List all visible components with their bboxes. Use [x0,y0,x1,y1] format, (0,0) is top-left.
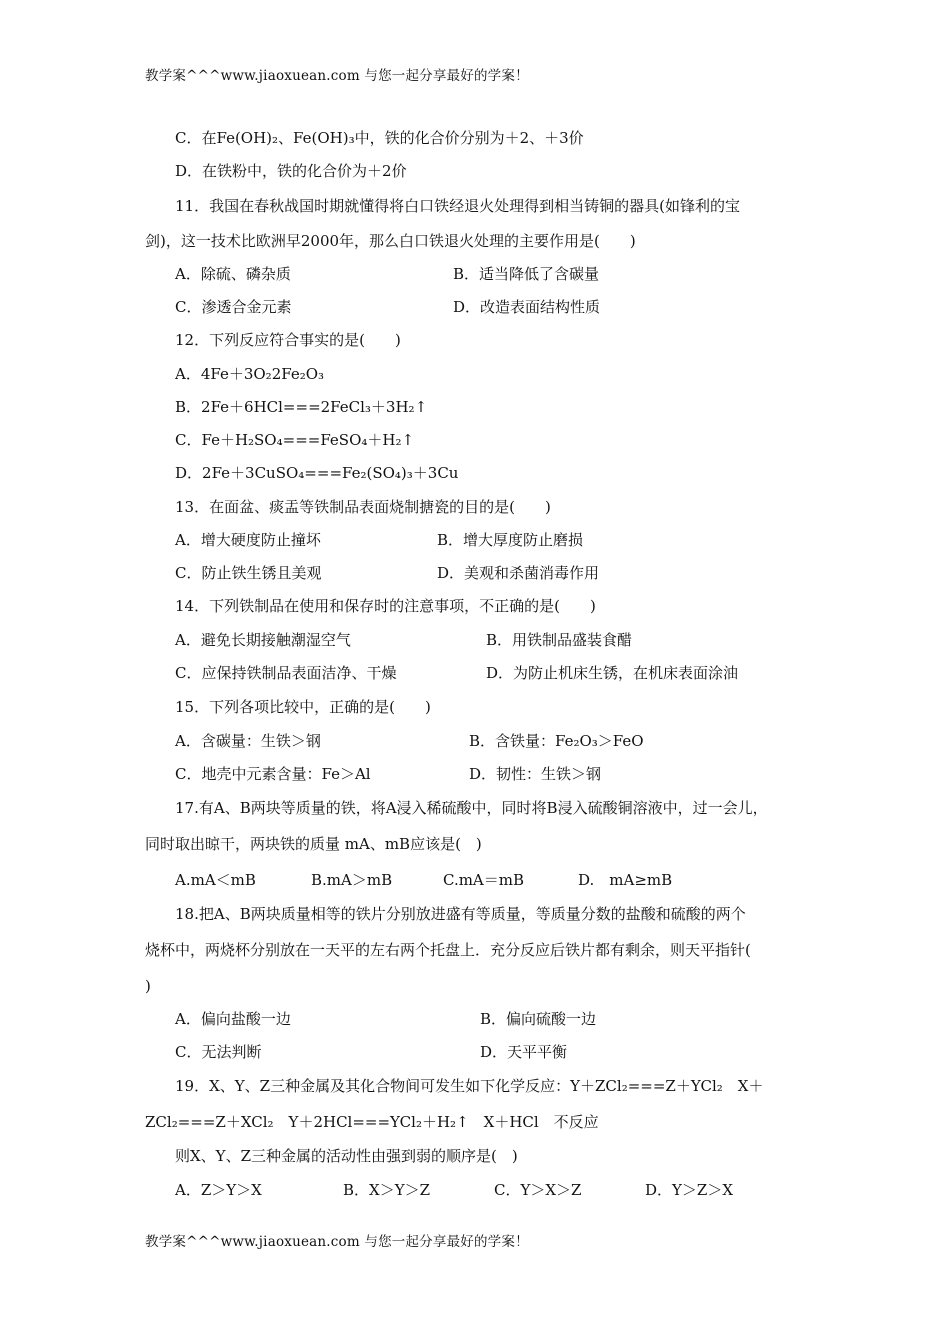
q18-stem-line1: 18.把A、B两块质量相等的铁片分别放进盛有等质量，等质量分数的盐酸和硫酸的两个 [175,905,746,923]
q12-option-a: A．4Fe＋3O₂2Fe₂O₃ [175,365,325,383]
q13-option-d: D．美观和杀菌消毒作用 [437,564,600,582]
q18-option-a: A．偏向盐酸一边 [175,1010,291,1028]
q11-stem-line1: 11．我国在春秋战国时期就懂得将白口铁经退火处理得到相当铸铜的器具(如锋利的宝 [175,197,740,215]
q12-option-c: C．Fe＋H₂SO₄===FeSO₄＋H₂↑ [175,431,415,449]
q14-stem: 14．下列铁制品在使用和保存时的注意事项，不正确的是( ) [175,597,596,615]
q19-option-d: D．Y＞Z＞X [645,1181,734,1199]
q18-stem-line3: ) [145,977,151,995]
q10-option-c: C．在Fe(OH)₂、Fe(OH)₃中，铁的化合价分别为＋2、＋3价 [175,129,584,147]
q12-option-d: D．2Fe＋3CuSO₄===Fe₂(SO₄)₃＋3Cu [175,464,459,482]
q14-option-c: C．应保持铁制品表面洁净、干燥 [175,664,397,682]
page-header: 教学案^^^www.jiaoxuean.com 与您一起分享最好的学案！ [145,68,529,84]
q18-option-c: C．无法判断 [175,1043,262,1061]
q14-option-d: D．为防止机床生锈，在机床表面涂油 [486,664,739,682]
q11-option-d: D．改造表面结构性质 [453,298,601,316]
q15-stem: 15．下列各项比较中，正确的是( ) [175,698,431,716]
q19-stem-line1: 19．X、Y、Z三种金属及其化合物间可发生如下化学反应：Y＋ZCl₂===Z＋YCl₂ X＋ [175,1077,764,1095]
q11-option-c: C．渗透合金元素 [175,298,292,316]
q17-option-d: D. mA≥mB [578,871,673,889]
q15-option-c: C．地壳中元素含量：Fe＞Al [175,765,371,783]
q19-option-c: C．Y＞X＞Z [494,1181,582,1199]
q13-option-c: C．防止铁生锈且美观 [175,564,322,582]
q15-option-a: A．含碳量：生铁＞钢 [175,732,321,750]
q17-stem-line2: 同时取出晾干，两块铁的质量 mA、mB应该是( ) [145,835,482,853]
q17-stem-line1: 17.有A、B两块等质量的铁，将A浸入稀硫酸中，同时将B浸入硫酸铜溶液中，过一会儿， [175,799,768,817]
q13-option-b: B．增大厚度防止磨损 [437,531,584,549]
q11-option-a: A．除硫、磷杂质 [175,265,291,283]
q12-option-b: B．2Fe＋6HCl===2FeCl₃＋3H₂↑ [175,398,428,416]
q15-option-d: D．韧性：生铁＞钢 [469,765,602,783]
q17-option-a: A.mA＜mB [175,871,256,889]
q14-option-b: B．用铁制品盛装食醋 [486,631,633,649]
q13-option-a: A．增大硬度防止撞坏 [175,531,321,549]
q19-stem-line3: 则X、Y、Z三种金属的活动性由强到弱的顺序是( ) [175,1147,518,1165]
q17-option-c: C.mA＝mB [443,871,525,889]
q19-option-a: A．Z＞Y＞X [175,1181,262,1199]
q17-option-b: B.mA＞mB [311,871,393,889]
q18-stem-line2: 烧杯中，两烧杯分别放在一天平的左右两个托盘上．充分反应后铁片都有剩余，则天平指针( [145,941,751,959]
q15-option-b: B．含铁量：Fe₂O₃＞FeO [469,732,644,750]
q19-option-b: B．X＞Y＞Z [343,1181,431,1199]
q19-stem-line2: ZCl₂===Z＋XCl₂ Y＋2HCl===YCl₂＋H₂↑ X＋HCl 不反应 [145,1113,599,1131]
q18-option-b: B．偏向硫酸一边 [480,1010,597,1028]
q18-option-d: D．天平平衡 [480,1043,568,1061]
q11-stem-line2: 剑)，这一技术比欧洲早2000年，那么白口铁退火处理的主要作用是( ) [145,232,636,250]
q13-stem: 13．在面盆、痰盂等铁制品表面烧制搪瓷的目的是( ) [175,498,551,516]
q11-option-b: B．适当降低了含碳量 [453,265,600,283]
q12-stem: 12．下列反应符合事实的是( ) [175,331,401,349]
q10-option-d: D．在铁粉中，铁的化合价为＋2价 [175,162,407,180]
page-footer: 教学案^^^www.jiaoxuean.com 与您一起分享最好的学案！ [145,1234,529,1250]
q14-option-a: A．避免长期接触潮湿空气 [175,631,351,649]
